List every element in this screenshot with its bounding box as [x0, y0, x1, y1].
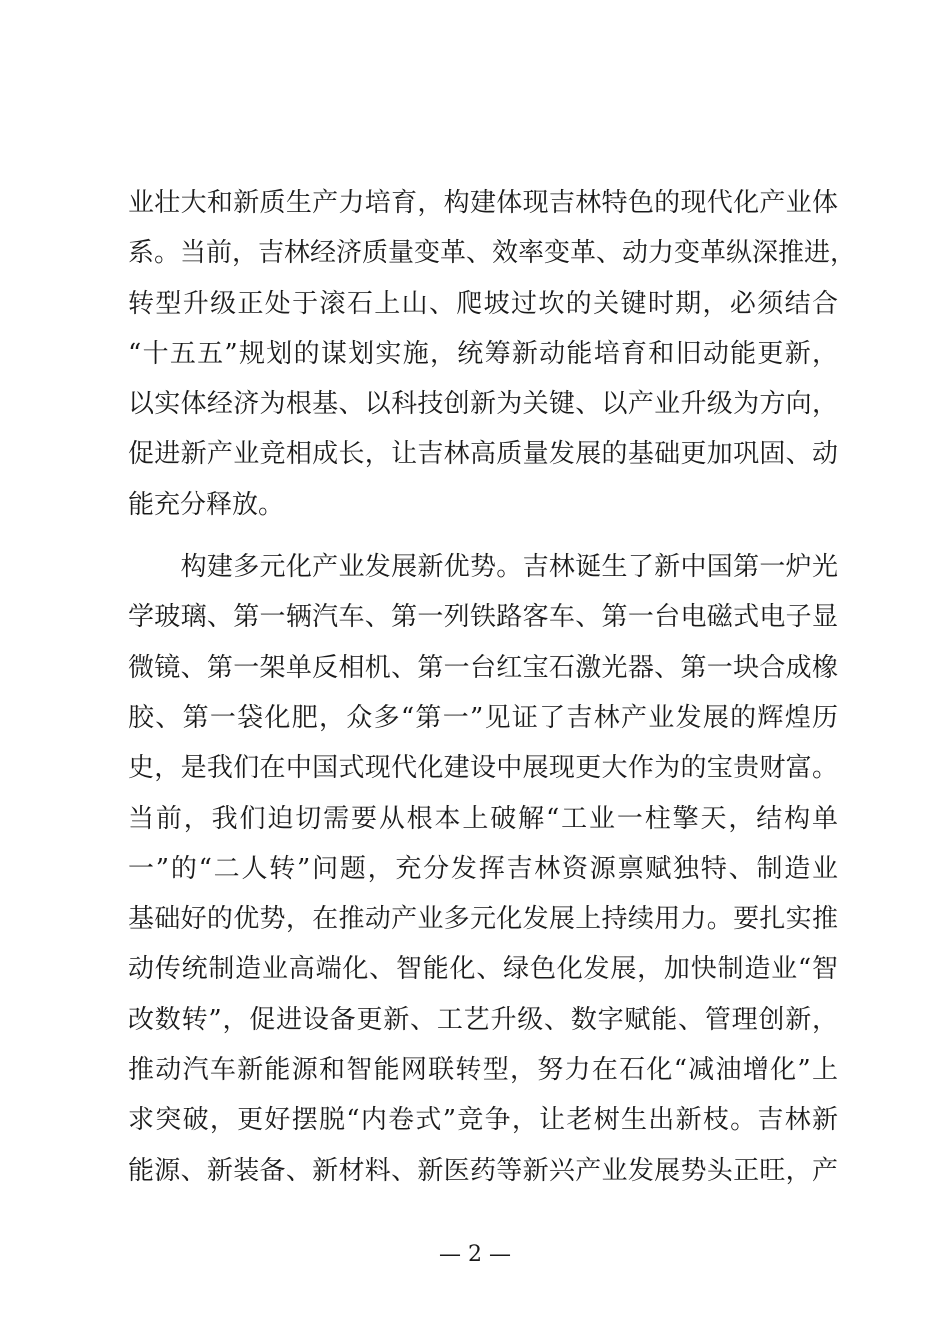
text-line: 史，是我们在中国式现代化建设中展现更大作为的宝贵财富。 [128, 753, 838, 784]
text-line: 系。当前，吉林经济质量变革、效率变革、动力变革纵深推进， [128, 238, 857, 269]
text-line: 求突破，更好摆脱“内卷式”竞争，让老树生出新枝。吉林新 [128, 1105, 838, 1136]
text-line: 以实体经济为根基、以科技创新为关键、以产业升级为方向， [128, 389, 838, 420]
text-line: 胶、第一袋化肥，众多“第一”见证了吉林产业发展的辉煌历 [128, 702, 838, 733]
page-number: — 2 — [439, 1242, 511, 1267]
text-line: “十五五”规划的谋划实施，统筹新动能培育和旧动能更新， [128, 338, 838, 369]
text-line: 业壮大和新质生产力培育，构建体现吉林特色的现代化产业体 [128, 188, 838, 218]
paragraph-spacer [128, 530, 838, 542]
paragraph-1 [128, 178, 857, 530]
paragraph-2 [128, 542, 838, 1196]
text-line: 动传统制造业高端化、智能化、绿色化发展，加快制造业“智 [128, 954, 838, 985]
text-line: 学玻璃、第一辆汽车、第一列铁路客车、第一台电磁式电子显 [128, 602, 838, 633]
text-line: 能充分释放。 [128, 489, 285, 520]
text-line: 改数转”，促进设备更新、工艺升级、数字赋能、管理创新， [128, 1004, 838, 1035]
text-line: 推动汽车新能源和智能网联转型，努力在石化“减油增化”上 [128, 1055, 838, 1086]
body-text [128, 178, 857, 1196]
text-line: 当前，我们迫切需要从根本上破解“工业一柱擎天，结构单 [128, 803, 838, 834]
text-line: 一”的“二人转”问题，充分发挥吉林资源禀赋独特、制造业 [128, 853, 838, 884]
text-line: 促进新产业竞相成长，让吉林高质量发展的基础更加巩固、动 [128, 439, 838, 470]
text-line: 构建多元化产业发展新优势。吉林诞生了新中国第一炉光 [128, 552, 838, 583]
text-line: 基础好的优势，在推动产业多元化发展上持续用力。要扎实推 [128, 904, 838, 935]
text-line: 微镜、第一架单反相机、第一台红宝石激光器、第一块合成橡 [128, 652, 838, 683]
text-line: 转型升级正处于滚石上山、爬坡过坎的关键时期，必须结合 [128, 288, 838, 319]
text-line: 能源、新装备、新材料、新医药等新兴产业发展势头正旺，产 [128, 1155, 838, 1186]
